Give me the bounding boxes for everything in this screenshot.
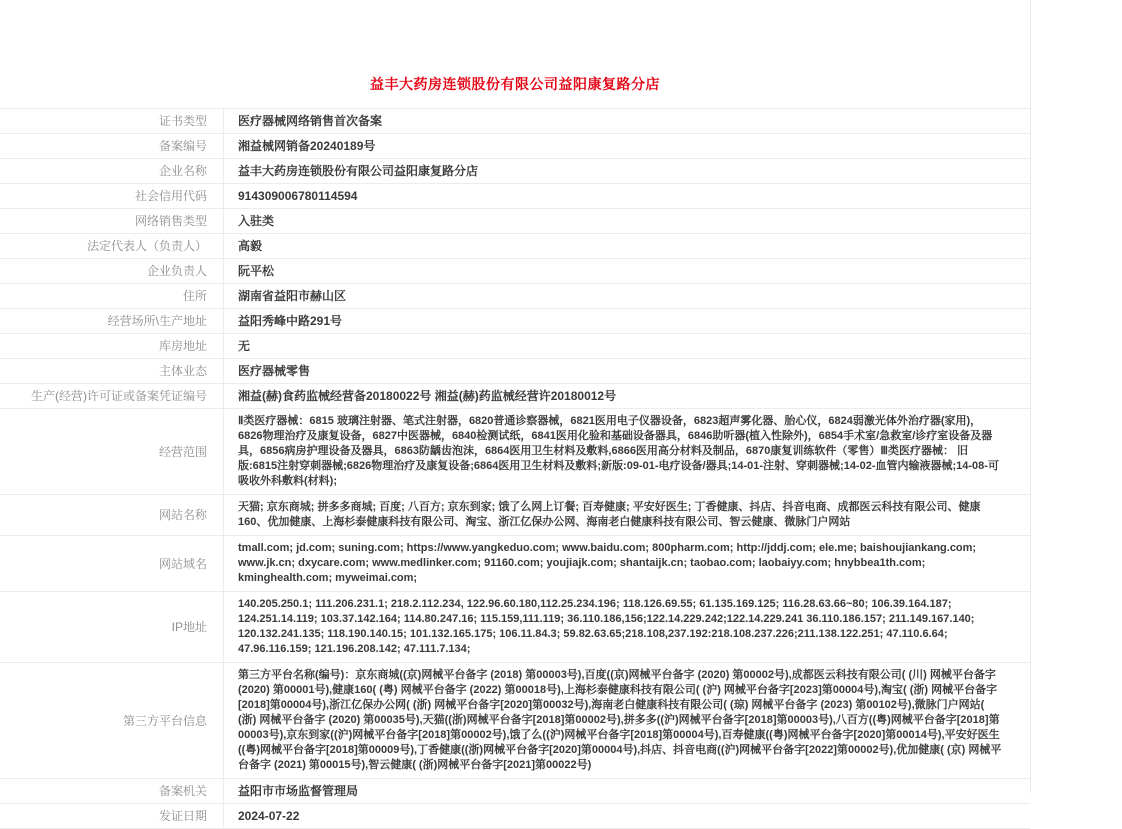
table-row (0, 495, 1030, 536)
table-row (0, 663, 1030, 779)
field-label: 社会信用代码 (0, 184, 224, 208)
field-value: 无 (238, 339, 251, 353)
field-value: 天猫; 京东商城; 拼多多商城; 百度; 八百方; 京东到家; 饿了么网上订餐; 百寿健康; 平安好医生; 丁香健康、抖店、抖音电商、成都医云科技有限公司、健康160、优加健康、上海杉泰健康科技有限公司、淘宝、浙江亿保办公网、海南老白健康科技有限公司、智云健康、微脉门户网站 (238, 501, 981, 528)
field-label: 网站域名 (0, 536, 224, 591)
table-row (0, 134, 1030, 159)
field-label: 备案机关 (0, 779, 224, 803)
field-value: 阮平松 (238, 264, 275, 278)
certificate-table (0, 108, 1030, 829)
field-label: 网络销售类型 (0, 209, 224, 233)
table-row (0, 259, 1030, 284)
field-label: 企业名称 (0, 159, 224, 183)
page-right-divider (1030, 0, 1031, 793)
table-row (0, 209, 1030, 234)
field-value: tmall.com; jd.com; suning.com; https://www.yangkeduo.com; www.baidu.com; 800pharm.com; http://jddj.com; ele.me; baishoujiankang.com; www.jk.cn; dxycare.com; www.medlinker.com; 91160.com; youjiajk.com; shantaijk.cn; taobao.com; laobaiyy.com; hnybbea1th.com; kminghealth.com; myweimai.com; (238, 542, 977, 584)
page-title: 益丰大药房连锁股份有限公司益阳康复路分店 (370, 76, 660, 92)
field-label: 经营场所\生产地址 (0, 309, 224, 333)
field-value: 140.205.250.1; 111.206.231.1; 218.2.112.234, 122.96.60.180,112.25.234.196; 118.126.69.55; 61.135.169.125; 116.28.63.66~80; 106.39.164.187; 124.251.14.119; 103.37.142.164; 114.80.247.16; 115.159,111.119; 36.110.186,156;122.14.229.242;122.14.229.241 36.110.186.157; 211.149.167.140; 120.132.241.135; 118.190.140.15; 101.132.165.175; 106.11.84.3; 59.82.63.65;218.108,237.192:218.108.237.226;211.138.122.251; 47.110.6.64; 47.96.116.159; 121.196.208.142; 47.111.7.134; (238, 598, 975, 655)
field-label: 主体业态 (0, 359, 224, 383)
table-row (0, 592, 1030, 663)
table-row (0, 804, 1030, 829)
field-label: 住所 (0, 284, 224, 308)
field-value: 高毅 (238, 239, 263, 253)
table-row (0, 409, 1030, 495)
field-label: 生产(经营)许可证或备案凭证编号 (0, 384, 224, 408)
field-label: 发证日期 (0, 804, 224, 828)
field-label: 法定代表人（负责人） (0, 234, 224, 258)
field-value: 益阳市市场监督管理局 (238, 784, 359, 798)
field-value: 入驻类 (238, 214, 275, 228)
field-label: 库房地址 (0, 334, 224, 358)
table-row (0, 234, 1030, 259)
field-value: 2024-07-22 (238, 809, 300, 823)
field-label: 网站名称 (0, 495, 224, 535)
field-value: 湘益械网销备20240189号 (238, 139, 376, 153)
field-value: 益丰大药房连锁股份有限公司益阳康复路分店 (238, 164, 479, 178)
field-label: 第三方平台信息 (0, 663, 224, 778)
table-row (0, 779, 1030, 804)
field-label: 企业负责人 (0, 259, 224, 283)
field-value: 医疗器械零售 (238, 364, 311, 378)
field-label: 经营范围 (0, 409, 224, 494)
table-row (0, 284, 1030, 309)
field-value: 湘益(赫)食药监械经营备20180022号 湘益(赫)药监械经营许20180012号 (238, 389, 617, 403)
table-row (0, 536, 1030, 592)
table-row (0, 359, 1030, 384)
table-row (0, 384, 1030, 409)
field-value: 益阳秀峰中路291号 (238, 314, 343, 328)
table-row (0, 109, 1030, 134)
field-label: 备案编号 (0, 134, 224, 158)
table-row (0, 184, 1030, 209)
table-row (0, 334, 1030, 359)
table-row (0, 309, 1030, 334)
field-value: 湖南省益阳市赫山区 (238, 289, 347, 303)
field-value: 914309006780114594 (238, 189, 358, 203)
field-label: 证书类型 (0, 109, 224, 133)
field-value: 第三方平台名称(编号)：京东商城((京)网械平台备字 (2018) 第00003号),百度((京)网械平台备字 (2020) 第00002号),成都医云科技有限公司( (川) 网械平台备字 (2020) 第00001号),健康160( (粤) 网械平台备字 (2022) 第00018号),上海杉泰健康科技有限公司( (沪) 网械平台备字[2023]第00004号),淘宝( (浙) 网械平台备字[2018]第00004号),浙江亿保办公网( (浙) 网械平台备字[2020]第00032号),海南老白健康科技有限公司( (琼) 网械平台备字 (2023) 第00102号),微脉门户网站( (浙) 网械平台备字 (2020) 第00035号),天猫((浙)网械平台备字[2018]第00002号),拼多多((沪)网械平台备字[2018]第00003号),八百方((粤)网械平台备字[2018]第00003号),京东到家((沪)网械平台备字[2018]第00002号),饿了么((沪)网械平台备字[2018]第00004号),百寿健康((粤)网械平台备字[2020]第00014号),平安好医生((粤)网械平台备字[2018]第00009号),丁香健康((浙)网械平台备字[2020]第00004号),抖店、抖音电商((沪)网械平台备字[2022]第00002号),优加健康( (京) 网械平台备字 (2021) 第00015号),智云健康( (浙)网械平台备字[2021]第00022号) (238, 669, 1002, 771)
field-label: IP地址 (0, 592, 224, 662)
table-row (0, 159, 1030, 184)
field-value: 医疗器械网络销售首次备案 (238, 114, 383, 128)
field-value: Ⅱ类医疗器械：6815 玻璃注射器、笔式注射器，6820普通诊察器械，6821医用电子仪器设备，6823超声雾化器、胎心仪，6824弱激光体外治疗器(家用)，6826物理治疗及康复设备，6827中医器械，6840检测试纸，6841医用化验和基础设备器具，6846助听器(植入性除外)，6854手术室/急救室/诊疗室设备及器具，6856病房护理设备及器具，6863防龋齿泡沫，6864医用卫生材料及敷料,6866医用高分材料及制品，6870康复训练软件（零售）Ⅲ类医疗器械： 旧版:6815注射穿刺器械;6826物理治疗及康复设备;6864医用卫生材料及敷料;新版:09-01-电疗设备/器具;14-01-注射、穿刺器械;14-02-血管内输液器械;14-08-可吸收外科敷料(材料); (238, 415, 999, 487)
